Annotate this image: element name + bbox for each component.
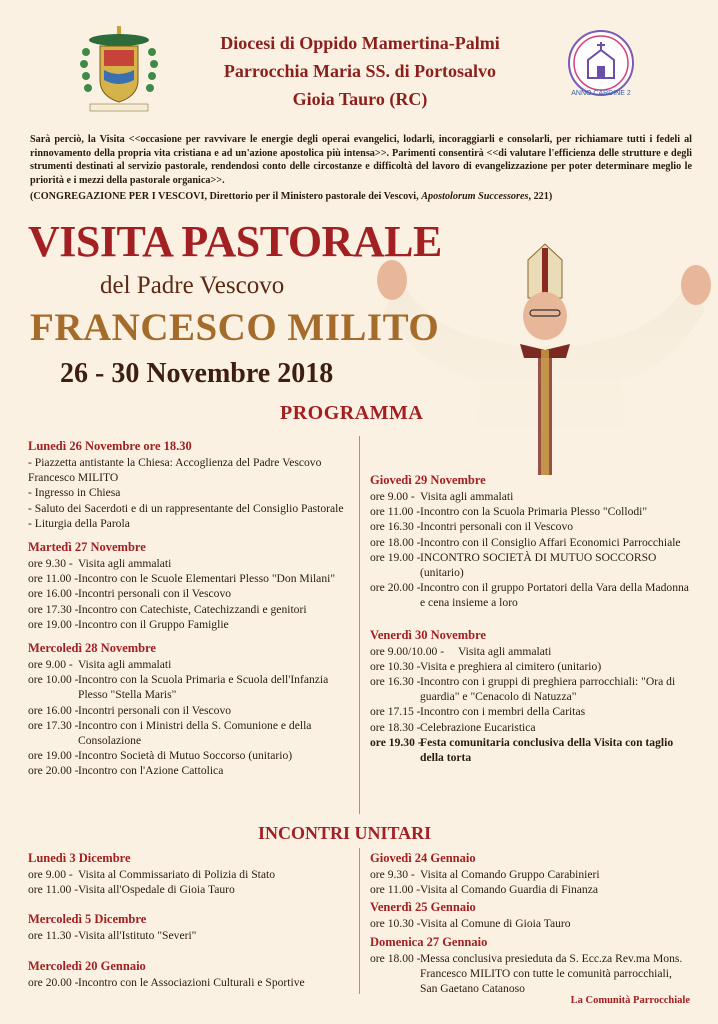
program-right-column xyxy=(370,472,692,765)
parish-name: Parrocchia Maria SS. di Portosalvo xyxy=(223,61,497,81)
parish-location: Gioia Tauro (RC) xyxy=(292,89,428,109)
schedule-row: ore 17.15 - Incontro con i membri della Caritas xyxy=(370,705,586,719)
incontri-left-column xyxy=(28,850,354,990)
schedule-row: ore 9.30 - Visita agli ammalati xyxy=(28,557,172,571)
column-divider-2 xyxy=(359,848,360,994)
day-heading: Lunedì 26 Novembre ore 18.30 xyxy=(28,439,192,453)
schedule-row: ore 9.00/10.00 - Visita agli ammalati xyxy=(370,644,552,658)
day-heading: Mercoledì 5 Dicembre xyxy=(28,912,147,927)
schedule-row: ore 20.00 - Incontro con il gruppo Portatori della Vara della Madonna e cena insieme a loro xyxy=(370,581,689,610)
schedule-row: ore 9.00 - Visita al Commissariato di Polizia di Stato xyxy=(28,868,276,881)
incontri-right-column xyxy=(370,850,692,996)
footer-signature: La Comunità Parrocchiale xyxy=(570,995,690,1006)
schedule-row: ore 16.30 - Incontro con i gruppi di preghiera parrocchiali: "Ora di guardia" e "Cenacolo di Natuzza" xyxy=(370,675,676,704)
visit-dates: 26 - 30 Novembre 2018 xyxy=(60,358,334,389)
day-heading: Venerdì 25 Gennaio xyxy=(370,900,476,915)
schedule-row: ore 19.00 - INCONTRO SOCIETÀ DI MUTUO SOCCORSO (unitario) xyxy=(370,550,657,580)
schedule-row: ore 19.30 - Festa comunitaria conclusiva della Visita con taglio della torta xyxy=(370,735,674,765)
incontri-unitari-heading: INCONTRI UNITARI xyxy=(258,823,432,843)
diocese-name: Diocesi di Oppido Mamertina-Palmi xyxy=(220,33,500,53)
schedule-row: ore 20.00 - Incontro con l'Azione Cattolica xyxy=(28,764,224,778)
schedule-row: ore 9.00 - Visita agli ammalati xyxy=(370,490,514,503)
intro-paragraph: Sarà perciò, la Visita <<occasione per ravvivare le energie degli operai evangelici, lodarli, incoraggiarli e consolarli, per richiamare tutti i fedeli al rinnovamento della propria vita cristiana e ad un'azione apostolica più intensa>>. Parimenti consentirà <<di valutare l'efficienza delle strutture e degli strumenti destinati al servizio pastorale, rendendosi conto delle circostanze e difficoltà del lavoro di evangelizzazione per poter determinare meglio le priorità e i mezzi della pastorale organica>>. xyxy=(30,134,692,186)
day-heading: Giovedì 24 Gennaio xyxy=(370,851,476,865)
day-heading: Venerdì 30 Novembre xyxy=(370,627,486,642)
anno-cardine-label: ANNO CARDINE 2 xyxy=(571,90,631,97)
schedule-row: ore 20.00 - Incontro con le Associazioni Culturali e Sportive xyxy=(28,975,305,989)
schedule-row: ore 11.00 - Visita al Comando Guardia di Finanza xyxy=(370,883,598,897)
schedule-row: ore 18.00 - Incontro con il Consiglio Affari Economici Parrocchiale xyxy=(370,535,681,549)
day-heading: Mercoledì 28 Novembre xyxy=(28,641,156,656)
list-item: - Piazzetta antistante la Chiesa: Accoglienza del Padre Vescovo Francesco MILITO xyxy=(28,456,322,485)
schedule-row: ore 11.00 - Visita all'Ospedale di Gioia Tauro xyxy=(28,883,235,897)
schedule-row: ore 10.30 - Visita al Comune di Gioia Tauro xyxy=(370,917,571,931)
schedule-row: ore 11.30 - Visita all'Istituto "Severi" xyxy=(28,929,197,943)
schedule-row: ore 19.00 - Incontro Società di Mutuo Soccorso (unitario) xyxy=(28,749,293,763)
schedule-row: ore 19.00 - Incontro con il Gruppo Famiglie xyxy=(28,617,229,631)
list-item: - Ingresso in Chiesa xyxy=(28,486,121,500)
day-heading: Giovedì 29 Novembre xyxy=(370,473,486,487)
schedule-row: ore 9.30 - Visita al Comando Gruppo Carabinieri xyxy=(370,868,600,881)
schedule-row: ore 17.30 - Incontro con i Ministri della S. Comunione e della Consolazione xyxy=(28,718,312,748)
schedule-row: ore 11.00 - Incontro con la Scuola Primaria Plesso "Collodi" xyxy=(370,505,648,519)
schedule-row: ore 16.30 - Incontri personali con il Vescovo xyxy=(370,520,574,534)
schedule-row: ore 16.00 - Incontri personali con il Vescovo xyxy=(28,703,232,717)
bishop-photo xyxy=(370,240,715,475)
day-heading: Lunedì 3 Dicembre xyxy=(28,851,131,865)
list-item: - Liturgia della Parola xyxy=(28,516,130,530)
day-heading: Domenica 27 Gennaio xyxy=(370,934,488,949)
program-left-column xyxy=(28,438,354,779)
programma-heading: PROGRAMMA xyxy=(280,402,424,424)
day-heading: Mercoledì 20 Gennaio xyxy=(28,958,146,973)
schedule-row: ore 10.00 - Incontro con la Scuola Primaria e Scuola dell'Infanzia Plesso "Stella Maris" xyxy=(28,673,329,702)
schedule-row: ore 16.00 - Incontri personali con il Vescovo xyxy=(28,587,232,601)
schedule-row: ore 10.30 - Visita e preghiera al cimitero (unitario) xyxy=(370,659,602,673)
schedule-row: ore 11.00 - Incontro con le Scuole Elementari Plesso "Don Milani" xyxy=(28,572,336,586)
main-title: VISITA PASTORALE xyxy=(28,217,442,266)
schedule-row: ore 18.00 - Messa conclusiva presieduta da S. Ecc.za Rev.ma Mons. Francesco MILITO con tutte le comunità parrocchiali, San Gaetano Catanoso xyxy=(370,951,683,996)
subtitle: del Padre Vescovo xyxy=(100,272,285,299)
day-heading: Martedì 27 Novembre xyxy=(28,540,146,555)
bishop-name: FRANCESCO MILITO xyxy=(30,306,440,349)
anno-cardine-logo xyxy=(566,28,636,102)
schedule-row: ore 18.30 - Celebrazione Eucaristica xyxy=(370,720,536,734)
schedule-row: ore 17.30 - Incontro con Catechiste, Catechizzandi e genitori xyxy=(28,602,307,616)
list-item: - Saluto dei Sacerdoti e di un rappresentante del Consiglio Pastorale xyxy=(28,501,344,515)
intro-citation: (CONGREGAZIONE PER I VESCOVI, Direttorio per il Ministero pastorale dei Vescovi, Apostolorum Successores, 221) xyxy=(30,191,553,202)
schedule-row: ore 9.00 - Visita agli ammalati xyxy=(28,658,172,672)
column-divider xyxy=(359,436,360,814)
